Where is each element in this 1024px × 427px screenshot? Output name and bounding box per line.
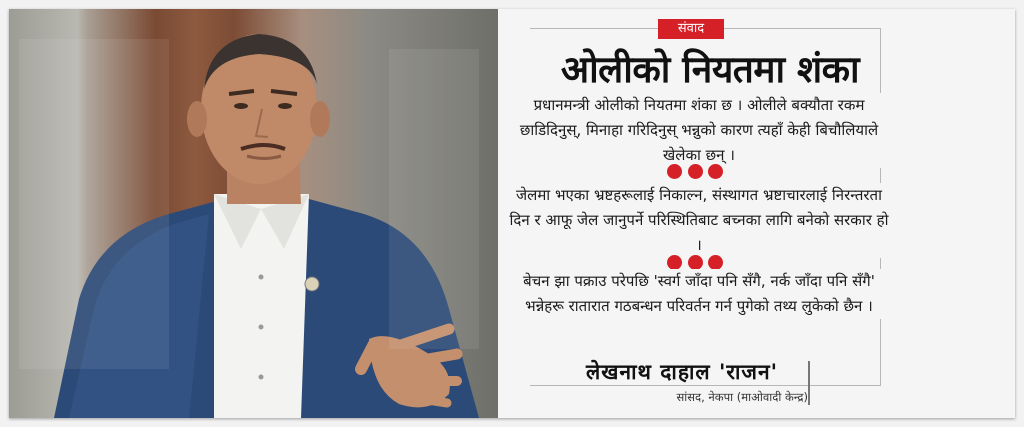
quote-paragraph-3: बेचन झा पक्राउ परेपछि 'स्वर्ग जाँदा पनि सँगै, नर्क जाँदा पनि सँगै' भन्नेहरू रातारात गठबन्धन परिवर्तन गर्न पुगेको तथ्य लुकेको छैन । (506, 269, 892, 319)
dot-icon (688, 164, 703, 179)
speaker-role: सांसद, नेकपा (माओवादी केन्द्र) (676, 390, 808, 404)
separator-dots-1 (667, 164, 723, 180)
section-tag: संवाद (658, 19, 724, 39)
shirt (214, 194, 309, 418)
quote-paragraph-2: जेलमा भएका भ्रष्टहरूलाई निकाल्न, संस्थागत भ्रष्टाचारलाई निरन्तरता दिन र आफू जेल जानुपर्ने परिस्थितिबाट बच्नका लागि बनेको सरकार हो । (506, 183, 892, 258)
dot-icon (667, 164, 682, 179)
name-rule (808, 361, 810, 405)
dot-icon (688, 255, 703, 270)
quote-paragraph-1: प्रधानमन्त्री ओलीको नियतमा शंका छ । ओलीले बक्यौता रकम छाडिदिनुस्, मिनाहा गरिदिनुस् भन्नुको कारण त्यहाँ केही बिचौलियाले खेलेका छन् । (506, 93, 892, 168)
headline: ओलीको नियतमा शंका (560, 48, 860, 91)
lapel-pin-icon (305, 277, 319, 291)
dot-icon (708, 255, 723, 270)
speaker-name: लेखनाथ दाहाल 'राजन' (586, 360, 779, 384)
speaker-photo (9, 9, 498, 418)
dot-icon (708, 164, 723, 179)
dot-icon (667, 255, 682, 270)
